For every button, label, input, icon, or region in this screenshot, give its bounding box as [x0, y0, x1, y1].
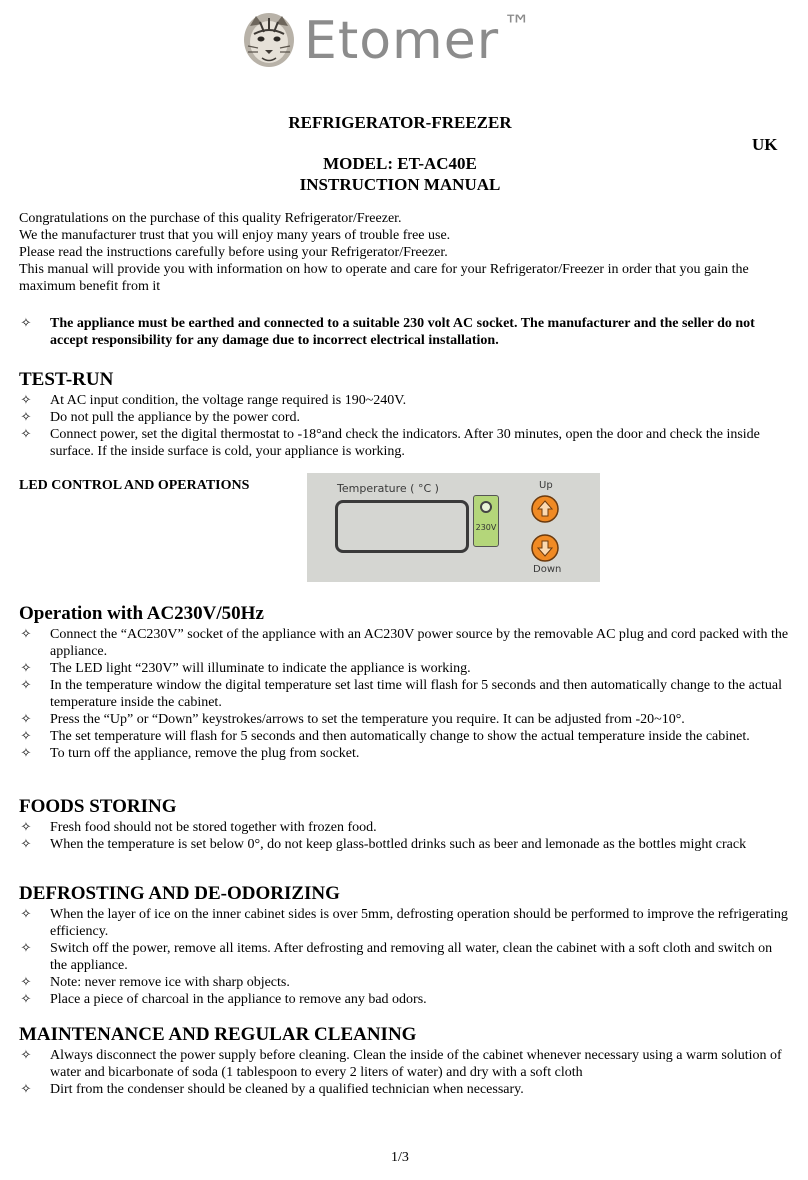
list-item — [19, 940, 789, 974]
bullet-star-icon: ✧ — [20, 729, 32, 744]
indicator-led-icon — [480, 501, 492, 513]
bullet-star-icon: ✧ — [20, 746, 32, 761]
section-title: MAINTENANCE AND REGULAR CLEANING — [19, 1024, 417, 1045]
list-item-text: Switch off the power, remove all items. After defrosting and removing all water, clean the cabinet with a soft cloth and switch on the appliance. — [50, 941, 773, 973]
list-item — [19, 728, 789, 745]
up-label: Up — [539, 480, 553, 491]
list-item — [19, 745, 789, 762]
section-title: DEFROSTING AND DE-ODORIZING — [19, 883, 340, 904]
list-item — [19, 819, 789, 836]
brand-name: Etomer — [304, 11, 500, 71]
bullet-star-icon: ✧ — [20, 410, 32, 425]
list-item — [19, 711, 789, 728]
list-item-text: When the layer of ice on the inner cabinet sides is over 5mm, defrosting operation should be performed to improve the refrigerating efficiency. — [50, 907, 788, 939]
list-item-text: Dirt from the condenser should be cleaned by a qualified technician when necessary. — [50, 1082, 524, 1097]
manual-heading: INSTRUCTION MANUAL — [299, 175, 501, 194]
led-control-label: LED CONTROL AND OPERATIONS — [19, 478, 250, 493]
control-panel-illustration — [307, 473, 600, 582]
intro-paragraph — [19, 210, 789, 295]
intro-line: We the manufacturer trust that you will enjoy many years of trouble free use. — [19, 228, 451, 243]
warning-text: The appliance must be earthed and connected to a suitable 230 volt AC socket. The manufacturer and the seller do not accept responsibility for any damage due to incorrect electrical installation. — [50, 316, 755, 348]
list-item — [19, 677, 789, 711]
list-item — [19, 626, 789, 660]
foods-list — [19, 819, 789, 853]
list-item-text: Fresh food should not be stored together with frozen food. — [50, 820, 377, 835]
bullet-star-icon: ✧ — [20, 1082, 32, 1097]
bullet-star-icon: ✧ — [20, 907, 32, 922]
maintenance-section — [19, 1025, 789, 1098]
list-item — [19, 315, 789, 349]
list-item — [19, 836, 789, 853]
list-item-text: Press the “Up” or “Down” keystrokes/arrows to set the temperature you require. It can be adjusted from -20~10°. — [50, 712, 685, 727]
warning-list — [19, 315, 789, 349]
bullet-star-icon: ✧ — [20, 712, 32, 727]
list-item-text: Connect power, set the digital thermostat to -18°and check the indicators. After 30 minutes, open the door and check the inside surface. If the inside surface is cold, your appliance is working. — [50, 427, 760, 459]
list-item-text: In the temperature window the digital temperature set last time will flash for 5 seconds and then automatically change to the actual temperature inside the cabinet. — [50, 678, 783, 710]
section-title: TEST-RUN — [19, 369, 114, 390]
list-item — [19, 392, 789, 409]
temperature-display-window — [335, 500, 469, 553]
list-item — [19, 426, 789, 460]
panel-temperature-label: Temperature ( °C ) — [337, 482, 439, 495]
test-run-section — [19, 370, 789, 460]
bullet-star-icon: ✧ — [20, 992, 32, 1007]
defrosting-section — [19, 884, 789, 1008]
list-item-text: Always disconnect the power supply before cleaning. Clean the inside of the cabinet whenever necessary using a warm solution of water and bicarbonate of soda (1 tablespoon to every 2 liters of water) and dry with a soft cloth — [50, 1048, 782, 1080]
bullet-star-icon: ✧ — [20, 837, 32, 852]
operation-section — [19, 604, 789, 762]
defrosting-list — [19, 906, 789, 1008]
intro-line: Please read the instructions carefully before using your Refrigerator/Freezer. — [19, 245, 448, 260]
model-heading: MODEL: ET-AC40E — [323, 154, 477, 173]
list-item — [19, 660, 789, 677]
bullet-star-icon: ✧ — [20, 820, 32, 835]
power-indicator — [473, 495, 499, 547]
foods-storing-section — [19, 797, 789, 853]
region-label: UK — [752, 135, 778, 154]
list-item — [19, 906, 789, 940]
brand-logo — [240, 4, 531, 74]
bullet-star-icon: ✧ — [20, 316, 32, 331]
list-item — [19, 991, 789, 1008]
bullet-star-icon: ✧ — [20, 661, 32, 676]
list-item — [19, 409, 789, 426]
operation-list — [19, 626, 789, 762]
list-item-text: Place a piece of charcoal in the appliance to remove any bad odors. — [50, 992, 427, 1007]
down-arrow-button-icon — [531, 534, 559, 562]
up-arrow-button-icon — [531, 495, 559, 523]
list-item-text: When the temperature is set below 0°, do not keep glass-bottled drinks such as beer and lemonade as the bottles might crack — [50, 837, 747, 852]
section-title: Operation with AC230V/50Hz — [19, 603, 264, 624]
maintenance-list — [19, 1047, 789, 1098]
product-type-heading: REFRIGERATOR-FREEZER — [288, 113, 512, 132]
intro-line: This manual will provide you with information on how to operate and care for your Refrigerator/Freezer in order that you gain the maximum benefit from it — [19, 262, 749, 294]
bullet-star-icon: ✧ — [20, 627, 32, 642]
test-run-list — [19, 392, 789, 460]
list-item-text: The LED light “230V” will illuminate to indicate the appliance is working. — [50, 661, 471, 676]
intro-line: Congratulations on the purchase of this quality Refrigerator/Freezer. — [19, 211, 402, 226]
trademark-mark: ™ — [503, 8, 532, 42]
list-item — [19, 1081, 789, 1098]
bullet-star-icon: ✧ — [20, 941, 32, 956]
indicator-label: 230V — [475, 523, 497, 532]
list-item-text: At AC input condition, the voltage range required is 190~240V. — [50, 393, 407, 408]
bullet-star-icon: ✧ — [20, 427, 32, 442]
section-title: FOODS STORING — [19, 796, 177, 817]
down-label: Down — [533, 564, 562, 575]
list-item — [19, 1047, 789, 1081]
list-item-text: Do not pull the appliance by the power cord. — [50, 410, 300, 425]
list-item-text: Note: never remove ice with sharp objects. — [50, 975, 290, 990]
list-item — [19, 974, 789, 991]
bullet-star-icon: ✧ — [20, 1048, 32, 1063]
list-item-text: The set temperature will flash for 5 seconds and then automatically change to show the actual temperature inside the cabinet. — [50, 729, 750, 744]
tiger-head-icon — [240, 8, 298, 70]
page-number: 1/3 — [391, 1150, 409, 1165]
list-item-text: To turn off the appliance, remove the plug from socket. — [50, 746, 360, 761]
bullet-star-icon: ✧ — [20, 393, 32, 408]
list-item-text: Connect the “AC230V” socket of the appliance with an AC230V power source by the removable AC plug and cord packed with the appliance. — [50, 627, 789, 659]
bullet-star-icon: ✧ — [20, 975, 32, 990]
earthing-warning — [19, 315, 789, 349]
bullet-star-icon: ✧ — [20, 678, 32, 693]
